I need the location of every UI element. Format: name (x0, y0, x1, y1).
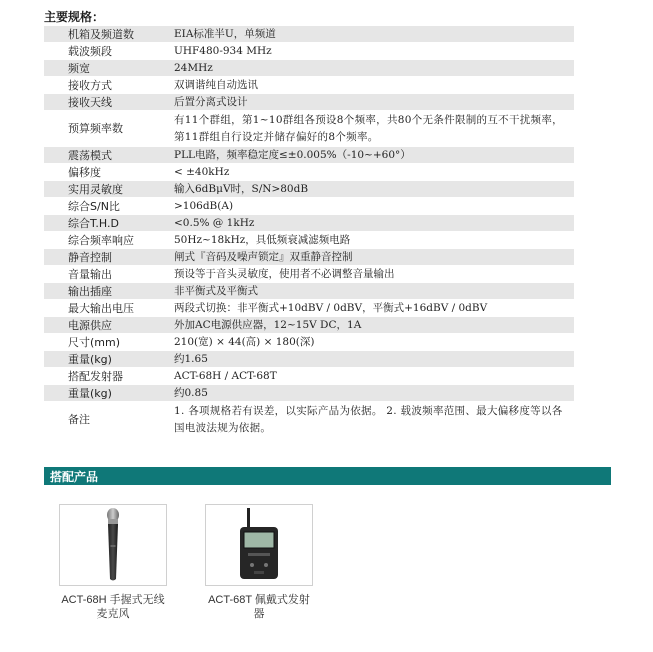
spec-row (44, 60, 574, 77)
spec-key: 最大输出电压 (68, 301, 134, 315)
products-heading: 搭配产品 (50, 469, 99, 484)
spec-row (44, 26, 574, 43)
spec-key: 备注 (68, 413, 90, 426)
spec-key: 预算频率数 (68, 122, 123, 135)
product-caption[interactable]: ACT-68T 佩戴式发射器 (208, 594, 310, 620)
spec-row (44, 77, 574, 94)
spec-value: 预设等于音头灵敏度，使用者不必调整音量输出 (174, 268, 395, 280)
spec-row (44, 300, 574, 317)
handheld-microphone-icon (60, 505, 166, 585)
spec-key: 重量(kg) (68, 352, 112, 366)
spec-key: 接收方式 (68, 78, 112, 92)
spec-key: 机箱及频道数 (68, 27, 134, 41)
spec-table (44, 26, 574, 438)
spec-key: 电源供应 (68, 318, 112, 332)
spec-row (44, 111, 574, 147)
spec-row (44, 351, 574, 368)
spec-row (44, 215, 574, 232)
spec-value: 非平衡式及平衡式 (174, 285, 258, 297)
product-caption[interactable]: ACT-68H 手握式无线麦克风 (61, 594, 165, 620)
spec-value: >106dB(A) (174, 200, 234, 212)
spec-heading: 主要规格： (44, 10, 105, 24)
spec-row (44, 266, 574, 283)
spec-value: 50Hz~18kHz，具低频衰减滤频电路 (174, 234, 351, 246)
spec-key: 载波频段 (68, 44, 112, 58)
spec-row (44, 147, 574, 164)
spec-key: 搭配发射器 (68, 369, 123, 383)
spec-key: 频宽 (68, 61, 90, 75)
spec-row (44, 164, 574, 181)
spec-row (44, 94, 574, 111)
spec-key: 重量(kg) (68, 386, 112, 400)
spec-key: 音量输出 (68, 267, 112, 281)
spec-key: 综合T.H.D (68, 216, 119, 230)
spec-row (44, 334, 574, 351)
product-card-act68t[interactable] (205, 504, 313, 621)
spec-value: ACT-68H / ACT-68T (174, 370, 277, 382)
spec-value: 两段式切换：非平衡式+10dBV / 0dBV，平衡式+16dBV / 0dBV (174, 302, 488, 314)
products-section-bar (44, 467, 611, 485)
spec-key: 综合S/N比 (68, 199, 120, 213)
spec-value: <0.5% @ 1kHz (174, 217, 255, 229)
product-image-frame[interactable] (59, 504, 167, 586)
spec-row (44, 317, 574, 334)
spec-row (44, 198, 574, 215)
spec-key: 静音控制 (68, 250, 112, 264)
product-image-frame[interactable] (205, 504, 313, 586)
spec-value: 约0.85 (174, 387, 208, 399)
spec-value: UHF480-934 MHz (174, 45, 272, 57)
spec-value: 闸式『音码及噪声锁定』双重静音控制 (174, 251, 353, 263)
spec-value: 24MHz (174, 62, 213, 74)
spec-key: 震荡模式 (68, 148, 112, 162)
spec-value: 1. 各项规格若有误差，以实际产品为依据。 2. 载波频率范围、最大偏移度等以各国电波法规为依据。 (174, 405, 563, 434)
spec-row (44, 43, 574, 60)
spec-value: 输入6dBμV时，S/N>80dB (174, 183, 309, 195)
spec-key: 实用灵敏度 (68, 182, 123, 196)
spec-row (44, 385, 574, 402)
spec-row (44, 181, 574, 198)
product-card-act68h[interactable] (59, 504, 167, 621)
spec-key: 接收天线 (68, 95, 112, 109)
bodypack-transmitter-icon (206, 505, 312, 585)
spec-key: 尺寸(mm) (68, 335, 121, 349)
spec-row (44, 402, 574, 438)
spec-value: EIA标准半U，单频道 (174, 28, 276, 40)
spec-value: 210(宽) × 44(高) × 180(深) (174, 336, 315, 348)
spec-row (44, 368, 574, 385)
spec-row (44, 232, 574, 249)
spec-key: 综合频率响应 (68, 233, 134, 247)
spec-value: 双调谐纯自动选讯 (174, 79, 258, 91)
spec-row (44, 249, 574, 266)
spec-value: PLL电路，频率稳定度≤±0.005%（-10~+60°） (174, 149, 411, 161)
spec-value: 约1.65 (174, 353, 208, 365)
spec-key: 偏移度 (68, 165, 101, 179)
spec-value: 外加AC电源供应器，12~15V DC，1A (174, 319, 362, 331)
spec-value: 有11个群组，第1~10群组各预设8个频率，共80个无条件限制的互不干扰频率，第11群组自行设定并储存偏好的8个频率。 (174, 114, 563, 143)
spec-value: 后置分离式设计 (174, 96, 248, 108)
spec-value: < ±40kHz (174, 166, 230, 178)
spec-key: 输出插座 (68, 284, 112, 298)
spec-row (44, 283, 574, 300)
